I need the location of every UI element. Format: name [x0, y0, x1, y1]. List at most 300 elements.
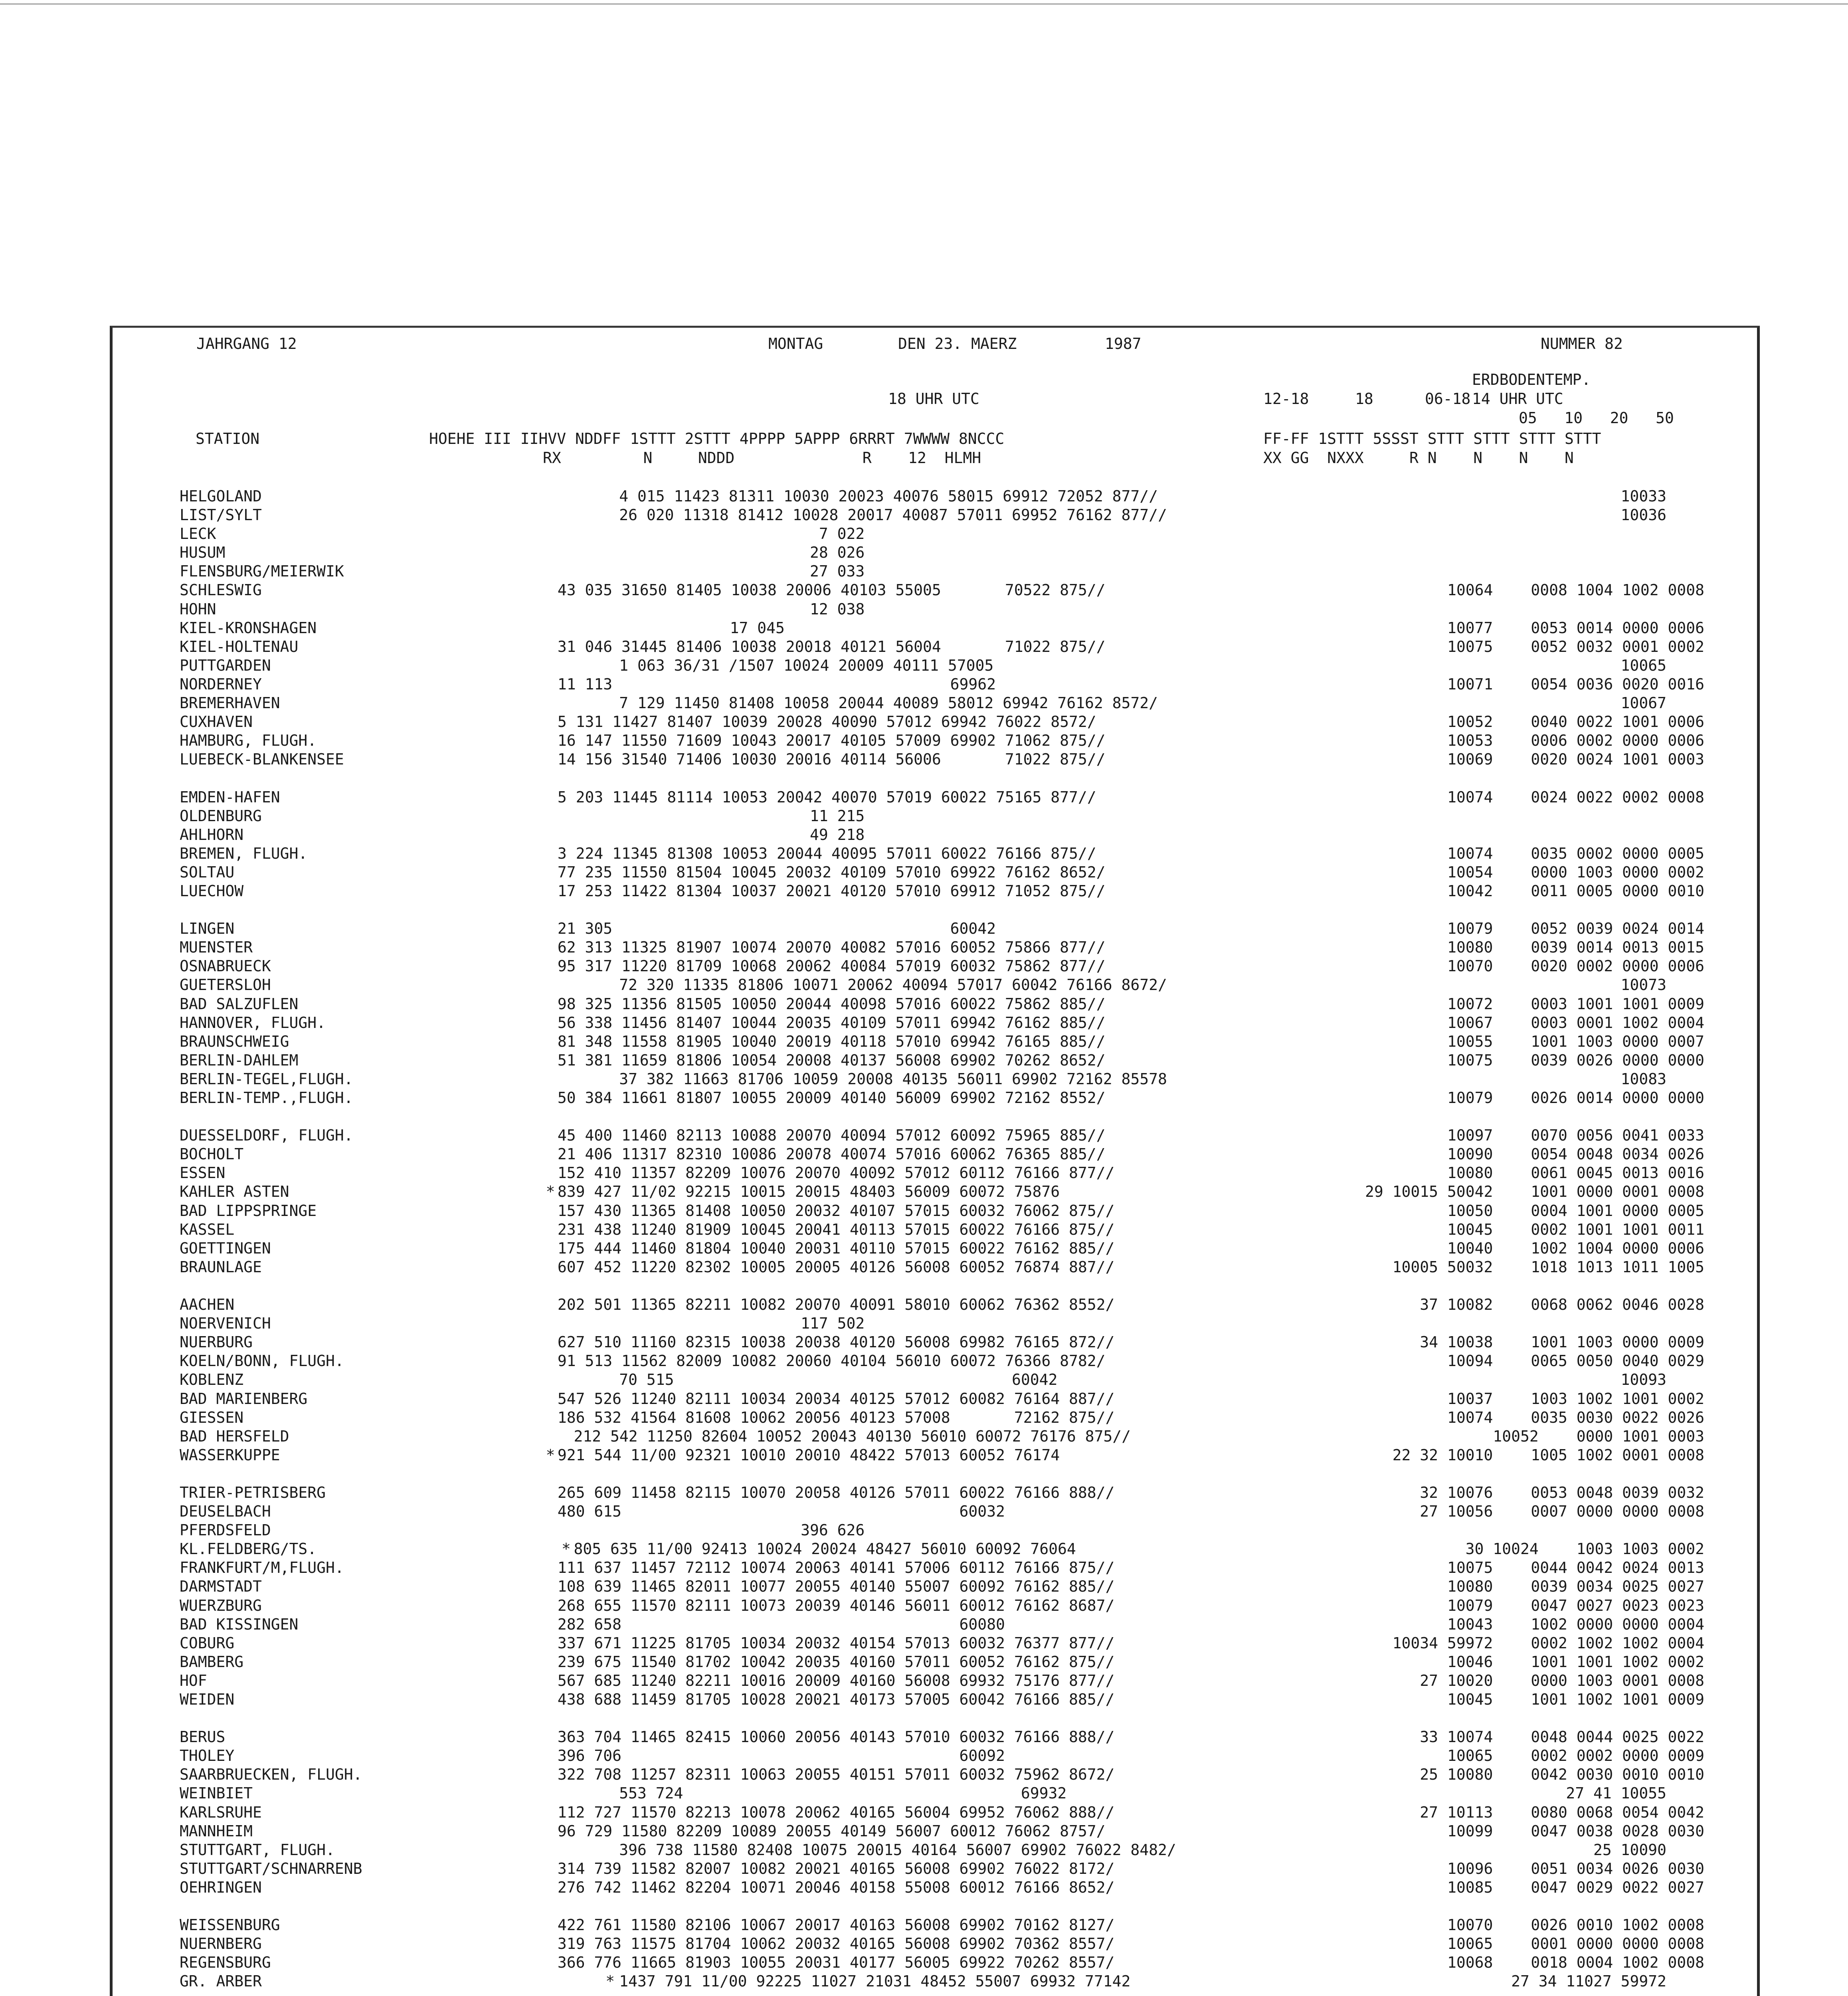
synop-values: 91 513 11562 82009 10082 20060 40104 56010 60072 76366 8782/	[557, 1352, 1106, 1370]
extra-values: 10070	[1447, 957, 1493, 975]
soil-temperatures: 0068 0062 0046 0028	[1531, 1296, 1705, 1314]
table-row	[180, 1089, 1704, 1107]
table-row	[180, 543, 1704, 562]
extra-values: 10090	[1447, 1145, 1493, 1163]
synop-values: 81 348 11558 81905 10040 20019 40118 57010 69942 76165 885//	[557, 1032, 1106, 1050]
spacer	[807, 1596, 1333, 1615]
table-row	[180, 1483, 1704, 1502]
soil-temperatures: 0026 0014 0000 0000	[1531, 1089, 1705, 1107]
synop-values: 51 381 11659 81806 10054 20008 40137 56008 69902 70262 8652/	[557, 1051, 1106, 1069]
mountain-station-marker	[546, 1878, 558, 1897]
mountain-station-marker	[546, 1746, 558, 1765]
spacer	[807, 1164, 1333, 1182]
table-row	[180, 1653, 1704, 1671]
table-row	[180, 1690, 1704, 1709]
spacer	[807, 863, 1333, 882]
station-name: PFERDSFELD	[180, 1521, 271, 1539]
year-label: 1987	[1105, 335, 1142, 352]
extra-values: 27 34 11027 59972	[1511, 1972, 1666, 1990]
extra-values: 10079	[1447, 1089, 1493, 1107]
extra-values: 27 10113	[1420, 1803, 1493, 1821]
extra-values: 25 10080	[1420, 1766, 1493, 1784]
station-name: BERUS	[180, 1728, 226, 1746]
mountain-station-marker	[546, 844, 558, 863]
station-name: KAHLER ASTEN	[180, 1183, 289, 1201]
station-name: NOERVENICH	[180, 1315, 271, 1333]
table-row	[180, 1014, 1704, 1032]
synop-values: 212 542 11250 82604 10052 20043 40130 56010 60072 76176 875//	[574, 1427, 1131, 1445]
spacer	[807, 1765, 1333, 1784]
soil-temperatures: 0039 0014 0013 0015	[1531, 939, 1705, 956]
station-name: HANNOVER, FLUGH.	[180, 1014, 326, 1032]
synop-values: 14 156 31540 71406 10030 20016 40114 56006 71022 875//	[557, 750, 1106, 768]
date-label: DEN 23. MAERZ	[898, 335, 1017, 352]
mountain-station-marker	[546, 1596, 558, 1615]
mountain-station-marker	[546, 788, 558, 807]
spacer	[807, 713, 1333, 731]
table-row	[180, 1671, 1704, 1690]
synop-values: 157 430 11365 81408 10050 20032 40107 57015 60032 76062 875//	[557, 1202, 1115, 1220]
extra-values: 10085	[1447, 1878, 1493, 1896]
extra-values: 10037	[1447, 1390, 1493, 1408]
spacer	[869, 976, 1480, 994]
table-row	[180, 750, 1704, 769]
extra-values: 10005 50032	[1392, 1258, 1493, 1276]
synop-values: 567 685 11240 82211 10016 20009 40160 56008 69932 75176 877//	[557, 1671, 1115, 1689]
synop-values: 322 708 11257 82311 10063 20055 40151 57011 60032 75962 8672/	[557, 1766, 1115, 1784]
table-row	[180, 1634, 1704, 1653]
mountain-station-marker	[546, 750, 558, 769]
mountain-station-marker	[605, 1784, 619, 1803]
synop-values: 72 320 11335 81806 10071 20062 40094 57017 60042 76166 8672/	[619, 976, 1167, 994]
mountain-station-marker	[605, 487, 619, 506]
soil-temperatures: 0054 0048 0034 0026	[1531, 1145, 1705, 1163]
table-row	[180, 1408, 1704, 1427]
mountain-station-marker	[546, 1089, 558, 1107]
extra-values: 10065	[1447, 1935, 1493, 1953]
spacer	[807, 1728, 1333, 1746]
group-spacer	[180, 1709, 1704, 1728]
table-row	[180, 957, 1704, 976]
station-name: BRAUNSCHWEIG	[180, 1032, 289, 1050]
soil-temperatures: 0020 0024 1001 0003	[1531, 750, 1705, 768]
soil-temperatures: 0035 0002 0000 0005	[1531, 844, 1705, 862]
soil-temperatures: 0026 0010 1002 0008	[1531, 1916, 1705, 1934]
table-row	[180, 1126, 1704, 1145]
synop-values: 186 532 41564 81608 10062 20056 40123 57008 72162 875//	[557, 1408, 1115, 1426]
table-row	[180, 1390, 1704, 1408]
synop-values: 480 615 60032	[557, 1503, 1005, 1521]
mountain-station-marker	[546, 1935, 558, 1953]
table-row	[180, 1728, 1704, 1746]
station-name: KIEL-HOLTENAU	[180, 638, 299, 655]
extra-values: 10099	[1447, 1822, 1493, 1840]
extra-values	[1480, 562, 1666, 581]
extra-values: 10067	[1620, 694, 1666, 712]
table-row	[180, 1558, 1704, 1577]
soil-depths: 05 10 20 50	[1519, 409, 1674, 427]
table-row	[180, 1916, 1704, 1935]
mountain-station-marker	[605, 1070, 619, 1089]
synop-values: 363 704 11465 82415 10060 20056 40143 57010 60032 76166 888//	[557, 1728, 1115, 1746]
station-name: HAMBURG, FLUGH.	[180, 732, 317, 750]
station-name: NUERBURG	[180, 1333, 253, 1351]
soil-temperatures: 0035 0030 0022 0026	[1531, 1408, 1705, 1426]
table-row	[180, 1239, 1704, 1258]
extra-values: 29 10015 50042	[1365, 1183, 1493, 1201]
mountain-station-marker	[546, 1126, 558, 1145]
table-row	[180, 1051, 1704, 1070]
spacer	[807, 1822, 1333, 1841]
spacer	[807, 1032, 1333, 1051]
station-name: MUENSTER	[180, 939, 253, 956]
extra-values: 10064	[1447, 581, 1493, 599]
spacer	[807, 581, 1333, 600]
station-name: DARMSTADT	[180, 1578, 262, 1596]
group-spacer	[180, 1897, 1704, 1916]
table-row	[180, 1220, 1704, 1239]
table-row	[180, 1202, 1704, 1220]
synop-values: 11 215	[809, 807, 865, 825]
spacer	[869, 1784, 1480, 1803]
station-name: GUETERSLOH	[180, 976, 271, 994]
station-name: BERLIN-TEGEL,FLUGH.	[180, 1070, 353, 1088]
soil-temperatures: 0061 0045 0013 0016	[1531, 1164, 1705, 1182]
synop-values: 239 675 11540 81702 10042 20035 40160 57011 60052 76162 875//	[557, 1653, 1115, 1671]
extra-values: 10080	[1447, 939, 1493, 956]
obs-time-label: 18 UHR UTC	[888, 390, 979, 408]
synop-values: 108 639 11465 82011 10077 20055 40140 55007 60092 76162 885//	[557, 1578, 1115, 1596]
synop-values: 17 045	[730, 619, 785, 637]
mountain-station-marker	[605, 1841, 619, 1859]
extra-values: 10068	[1447, 1954, 1493, 1972]
spacer	[807, 1953, 1333, 1972]
table-row	[180, 1070, 1704, 1089]
soil-temperatures: 1018 1013 1011 1005	[1531, 1258, 1705, 1276]
mountain-station-marker	[608, 525, 621, 543]
extra-values: 10065	[1620, 656, 1666, 674]
mountain-station-marker	[608, 543, 621, 562]
synop-values: 337 671 11225 81705 10034 20032 40154 57013 60032 76377 877//	[557, 1634, 1115, 1652]
spacer	[869, 694, 1480, 713]
mountain-station-marker	[608, 1314, 621, 1333]
synop-values: 921 544 11/00 92321 10010 20010 48422 57013 60052 76174	[557, 1446, 1060, 1464]
mountain-station-marker	[546, 581, 558, 600]
soil-temperatures: 0024 0022 0002 0008	[1531, 788, 1705, 806]
mountain-station-marker	[608, 1521, 621, 1540]
soil-temperatures: 0003 0001 1002 0004	[1531, 1014, 1705, 1032]
mountain-station-marker	[608, 562, 621, 581]
soil-temperatures: 0020 0002 0000 0006	[1531, 957, 1705, 975]
station-name: GOETTINGEN	[180, 1239, 271, 1257]
soil-temp-time: 14 UHR UTC	[1472, 390, 1563, 408]
mountain-station-marker: *	[546, 1183, 555, 1201]
extra-values: 10065	[1447, 1747, 1493, 1765]
mountain-station-marker	[558, 619, 570, 638]
table-row	[180, 826, 1704, 844]
table-row	[180, 844, 1704, 863]
station-name: HELGOLAND	[180, 487, 262, 505]
station-name: SOLTAU	[180, 863, 235, 881]
table-row	[180, 1032, 1704, 1051]
spacer	[869, 1841, 1480, 1859]
synop-values: 12 038	[809, 600, 865, 618]
station-name: ESSEN	[180, 1164, 226, 1182]
synop-values: 5 131 11427 81407 10039 20028 40090 57012 69942 76022 8572/	[557, 713, 1096, 731]
mountain-station-marker	[546, 675, 558, 694]
extra-values: 10033	[1620, 487, 1666, 505]
table-row	[180, 1972, 1704, 1991]
spacer	[807, 1671, 1333, 1690]
spacer	[807, 1634, 1333, 1653]
synop-values: 16 147 11550 71609 10043 20017 40105 57009 69902 71062 875//	[557, 732, 1106, 750]
mountain-station-marker	[546, 1051, 558, 1070]
synop-values: 276 742 11462 82204 10071 20046 40158 55008 60012 76166 8652/	[557, 1878, 1115, 1896]
mountain-station-marker	[546, 731, 558, 750]
extra-values	[1480, 826, 1666, 844]
spacer	[807, 1239, 1333, 1258]
extra-values: 10075	[1447, 638, 1493, 655]
mountain-station-marker	[546, 1352, 558, 1370]
station-name: NORDERNEY	[180, 675, 262, 693]
spacer	[807, 1577, 1333, 1596]
station-name: LECK	[180, 525, 216, 543]
extra-values: 10043	[1447, 1615, 1493, 1633]
extra-values: 10045	[1447, 1691, 1493, 1708]
extra-values: 10034 59972	[1392, 1634, 1493, 1652]
mountain-station-marker	[546, 1145, 558, 1164]
mountain-station-marker	[546, 1014, 558, 1032]
synop-values: 1437 791 11/00 92225 11027 21031 48452 55007 69932 77142	[619, 1972, 1131, 1990]
station-name: FRANKFURT/M,FLUGH.	[180, 1559, 344, 1577]
station-name: OLDENBURG	[180, 807, 262, 825]
spacer	[865, 1521, 1480, 1540]
mountain-station-marker	[546, 1803, 558, 1822]
synop-values: 49 218	[809, 826, 865, 844]
mountain-station-marker	[546, 1634, 558, 1653]
extra-values: 30 10024	[1465, 1540, 1539, 1558]
station-name: KL.FELDBERG/TS.	[180, 1540, 317, 1558]
synop-values: 231 438 11240 81909 10045 20041 40113 57015 60022 76166 875//	[557, 1220, 1115, 1238]
spacer	[865, 600, 1480, 619]
spacer	[869, 1972, 1480, 1991]
mountain-station-marker	[608, 826, 621, 844]
station-name: AACHEN	[180, 1296, 235, 1314]
soil-temperatures: 0044 0042 0024 0013	[1531, 1559, 1705, 1577]
spacer	[869, 1370, 1480, 1389]
station-name: WEISSENBURG	[180, 1916, 280, 1934]
table-row	[180, 1352, 1704, 1370]
soil-temperatures: 0002 0002 0000 0009	[1531, 1747, 1705, 1765]
synop-values: 175 444 11460 81804 10040 20031 40110 57015 60022 76162 885//	[557, 1239, 1115, 1257]
station-name: EMDEN-HAFEN	[180, 788, 280, 806]
mountain-station-marker	[546, 1239, 558, 1258]
station-name: COBURG	[180, 1634, 235, 1652]
synop-values: 11 113 69962	[557, 675, 996, 693]
synop-values: 314 739 11582 82007 10082 20021 40165 56008 69902 76022 8172/	[557, 1859, 1115, 1877]
col-12-18: 12-18	[1263, 390, 1309, 408]
extra-values: 10045	[1447, 1220, 1493, 1238]
spacer	[807, 1483, 1333, 1502]
station-name: BOCHOLT	[180, 1145, 244, 1163]
extra-values: 22 32 10010	[1392, 1446, 1493, 1464]
soil-temperatures: 0004 1001 0000 0005	[1531, 1202, 1705, 1220]
extra-values: 32 10076	[1420, 1483, 1493, 1501]
table-row	[180, 1258, 1704, 1277]
mountain-station-marker: *	[605, 1972, 615, 1990]
right-columns-sub: XX GG NXXX R N N N N	[1263, 449, 1574, 467]
station-name: GR. ARBER	[180, 1972, 262, 1990]
synop-values: 839 427 11/02 92215 10015 20015 48403 56009 60072 75876	[557, 1183, 1060, 1201]
station-name: DEUSELBACH	[180, 1503, 271, 1521]
soil-temperatures: 0070 0056 0041 0033	[1531, 1127, 1705, 1145]
table-row	[180, 1333, 1704, 1352]
soil-temperatures: 0042 0030 0010 0010	[1531, 1766, 1705, 1784]
table-row	[180, 1878, 1704, 1897]
soil-temperatures: 0047 0038 0028 0030	[1531, 1822, 1705, 1840]
station-name: KASSEL	[180, 1220, 235, 1238]
soil-temperatures: 0006 0002 0000 0006	[1531, 732, 1705, 750]
synop-values: 95 317 11220 81709 10068 20062 40084 57019 60032 75862 877//	[557, 957, 1106, 975]
mountain-station-marker: *	[562, 1540, 571, 1558]
table-row	[180, 694, 1704, 713]
station-name: LUEBECK-BLANKENSEE	[180, 750, 344, 768]
spacer	[807, 788, 1333, 807]
table-row	[180, 1145, 1704, 1164]
mountain-station-marker	[605, 1370, 619, 1389]
synop-values: 422 761 11580 82106 10067 20017 40163 56008 69902 70162 8127/	[557, 1916, 1115, 1934]
mountain-station-marker	[546, 919, 558, 938]
extra-values: 10075	[1447, 1051, 1493, 1069]
right-columns: FF-FF 1STTT 5SSST STTT STTT STTT STTT	[1263, 430, 1601, 448]
mountain-station-marker	[546, 1558, 558, 1577]
station-name: THOLEY	[180, 1747, 235, 1765]
synop-values: 627 510 11160 82315 10038 20038 40120 56008 69982 76165 872//	[557, 1333, 1115, 1351]
station-name: WEIDEN	[180, 1691, 235, 1708]
soil-temperatures: 0039 0034 0025 0027	[1531, 1578, 1705, 1596]
mountain-station-marker	[562, 1427, 574, 1446]
spacer	[807, 1220, 1333, 1239]
station-name: KOBLENZ	[180, 1371, 244, 1389]
group-spacer	[180, 1277, 1704, 1295]
column-station: STATION	[196, 430, 260, 448]
extra-values: 10053	[1447, 732, 1493, 750]
jahrgang-label: JAHRGANG 12	[196, 335, 297, 352]
synop-values: 396 738 11580 82408 10075 20015 40164 56007 69902 76022 8482/	[619, 1841, 1176, 1859]
sheet-header	[0, 0, 1848, 499]
synop-values: 202 501 11365 82211 10082 20070 40091 58010 60062 76362 8552/	[557, 1296, 1115, 1314]
table-row	[180, 1615, 1704, 1634]
soil-temperatures: 1002 0000 0000 0004	[1531, 1615, 1705, 1633]
spacer	[807, 731, 1333, 750]
station-name: BAD SALZUFLEN	[180, 995, 299, 1013]
table-row	[180, 619, 1704, 638]
synop-values: 77 235 11550 81504 10045 20032 40109 57010 69922 76162 8652/	[557, 863, 1106, 881]
station-name: WASSERKUPPE	[180, 1446, 280, 1464]
soil-temperatures: 0047 0029 0022 0027	[1531, 1878, 1705, 1896]
table-row	[180, 1521, 1704, 1540]
mountain-station-marker	[546, 713, 558, 731]
extra-values: 10054	[1447, 863, 1493, 881]
mountain-station-marker	[546, 1765, 558, 1784]
soil-temperatures: 0001 0000 0000 0008	[1531, 1935, 1705, 1953]
extra-values: 10083	[1620, 1070, 1666, 1088]
mountain-station-marker	[546, 1202, 558, 1220]
group-spacer	[180, 1991, 1704, 1996]
extra-values: 10073	[1620, 976, 1666, 994]
synop-values: 50 384 11661 81807 10055 20009 40140 56009 69902 72162 8552/	[557, 1089, 1106, 1107]
table-row	[180, 487, 1704, 506]
soil-temperatures: 1001 1001 1002 0002	[1531, 1653, 1705, 1671]
spacer	[807, 1258, 1333, 1277]
station-name: BREMEN, FLUGH.	[180, 844, 308, 862]
spacer	[807, 882, 1333, 901]
station-name: HOF	[180, 1671, 207, 1689]
station-name: KIEL-KRONSHAGEN	[180, 619, 317, 637]
synop-values: 37 382 11663 81706 10059 20008 40135 56011 69902 72162 85578	[619, 1070, 1167, 1088]
station-name: BAD MARIENBERG	[180, 1390, 308, 1408]
extra-values	[1480, 525, 1666, 543]
table-row	[180, 976, 1704, 994]
synop-values: 396 626	[801, 1521, 865, 1539]
group-spacer	[180, 1465, 1704, 1483]
spacer	[865, 826, 1480, 844]
soil-temperatures: 0051 0034 0026 0030	[1531, 1859, 1705, 1877]
spacer	[869, 656, 1480, 675]
soil-temperatures: 0000 1003 0000 0002	[1531, 863, 1705, 881]
table-row	[180, 525, 1704, 543]
station-name: LUECHOW	[180, 882, 244, 900]
station-name: SAARBRUECKEN, FLUGH.	[180, 1766, 362, 1784]
soil-temperatures: 0000 1001 0003	[1576, 1427, 1704, 1445]
station-name: WUERZBURG	[180, 1596, 262, 1614]
synop-values: 607 452 11220 82302 10005 20005 40126 56008 60052 76874 887//	[557, 1258, 1115, 1276]
extra-values: 10075	[1447, 1559, 1493, 1577]
synop-values: 112 727 11570 82213 10078 20062 40165 56004 69952 76062 888//	[557, 1803, 1115, 1821]
table-row	[180, 1803, 1704, 1822]
station-name: HOHN	[180, 600, 216, 618]
spacer	[807, 1935, 1333, 1953]
extra-values: 10096	[1447, 1859, 1493, 1877]
synop-values: 547 526 11240 82111 10034 20034 40125 57012 60082 76164 887//	[557, 1390, 1115, 1408]
table-row	[180, 1935, 1704, 1953]
extra-values	[1480, 1521, 1666, 1540]
station-name: MANNHEIM	[180, 1822, 253, 1840]
table-row	[180, 1784, 1704, 1803]
station-name: BAMBERG	[180, 1653, 244, 1671]
extra-values: 10097	[1447, 1127, 1493, 1145]
station-name: NUERNBERG	[180, 1935, 262, 1953]
spacer	[807, 1089, 1333, 1107]
extra-values: 10080	[1447, 1164, 1493, 1182]
synop-values: 7 022	[819, 525, 865, 543]
mountain-station-marker	[546, 1653, 558, 1671]
table-row	[180, 581, 1704, 600]
soil-temperatures: 1001 1003 0000 0007	[1531, 1032, 1705, 1050]
spacer	[823, 1540, 1372, 1558]
mountain-station-marker	[546, 1408, 558, 1427]
mountain-station-marker	[605, 656, 619, 675]
mountain-station-marker	[546, 1164, 558, 1182]
soil-temperatures: 0002 1002 1002 0004	[1531, 1634, 1705, 1652]
table-row	[180, 1370, 1704, 1389]
mountain-station-marker	[546, 638, 558, 656]
mountain-station-marker	[608, 600, 621, 619]
table-row	[180, 1765, 1704, 1784]
soil-temperatures: 1003 1002 1001 0002	[1531, 1390, 1705, 1408]
extra-values: 34 10038	[1420, 1333, 1493, 1351]
station-name: OEHRINGEN	[180, 1878, 262, 1896]
